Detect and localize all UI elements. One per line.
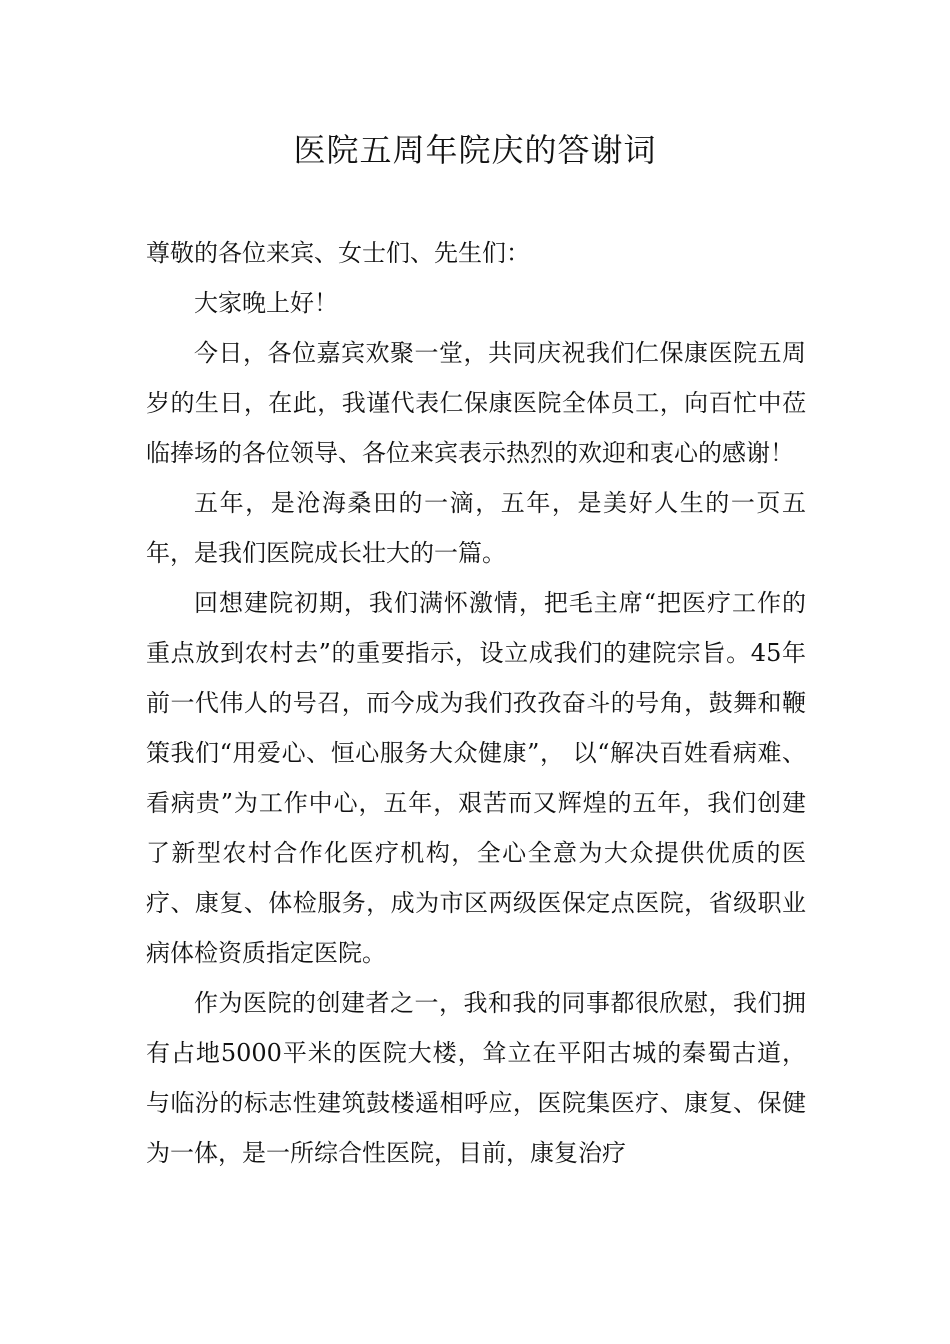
salutation: 尊敬的各位来宾、女士们、先生们： <box>146 239 530 267</box>
document-body <box>146 228 806 1178</box>
document-title: 医院五周年院庆的答谢词 <box>293 131 657 169</box>
paragraph-greeting: 大家晚上好！ <box>194 289 338 317</box>
paragraph-hospital-overview: 作为医院的创建者之一，我和我的同事都很欣慰，我们拥有占地5000平米的医院大楼，耸立在平阳古城的秦蜀古道，与临汾的标志性建筑鼓楼遥相呼应，医院集医疗、康复、保健为一体，是一所综合性医院，目前，康复治疗 <box>146 989 806 1167</box>
paragraph-five-years: 五年，是沧海桑田的一滴，五年，是美好人生的一页五年，是我们医院成长壮大的一篇。 <box>146 489 806 567</box>
paragraph-founding: 回想建院初期，我们满怀激情，把毛主席“把医疗工作的重点放到农村去”的重要指示，设立成我们的建院宗旨。45年前一代伟人的号召，而今成为我们孜孜奋斗的号角，鼓舞和鞭策我们“用爱心、恒心服务大众健康”， 以“解决百姓看病难、看病贵”为工作中心，五年，艰苦而又辉煌的五年，我们创建了新型农村合作化医疗机构，全心全意为大众提供优质的医疗、康复、体检服务，成为市区两级医保定点医院，省级职业病体检资质指定医院。 <box>146 589 806 967</box>
paragraph-welcome: 今日，各位嘉宾欢聚一堂，共同庆祝我们仁保康医院五周岁的生日，在此，我谨代表仁保康医院全体员工，向百忙中莅临捧场的各位领导、各位来宾表示热烈的欢迎和衷心的感谢！ <box>146 339 806 467</box>
